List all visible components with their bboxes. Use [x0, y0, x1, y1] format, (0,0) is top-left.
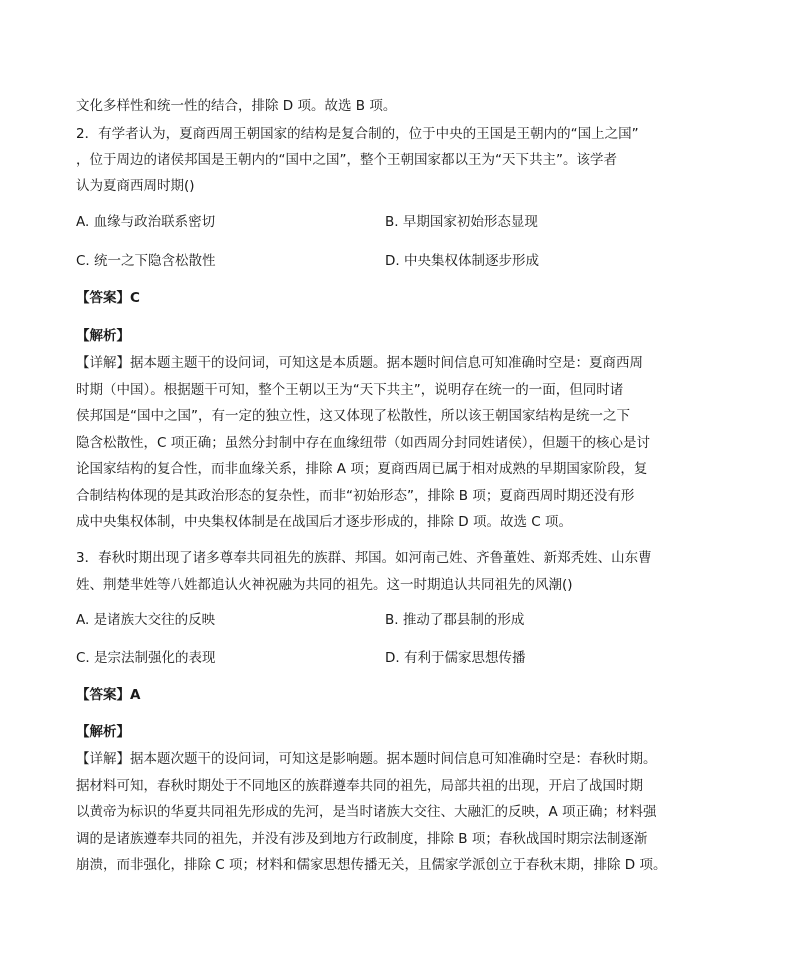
q3-option-b: B. 推动了郡县制的形成 — [385, 612, 525, 628]
q2-analysis-line-6: 合制结构体现的是其政治形态的复杂性，而非“初始形态”，排除 B 项；夏商西周时期还没有形 — [76, 487, 635, 504]
q3-option-c: C. 是宗法制强化的表现 — [76, 650, 216, 666]
q3-analysis-line-4: 调的是诸族遵奉共同的祖先，并没有涉及到地方行政制度，排除 B 项；春秋战国时期宗法制逐渐 — [76, 830, 648, 847]
q3-analysis-line-2: 据材料可知，春秋时期处于不同地区的族群遵奉共同的祖先，局部共祖的出现，开启了战国时期 — [76, 777, 643, 794]
q2-analysis-line-4: 隐含松散性，C 项正确；虽然分封制中存在血缘纽带（如西周分封同姓诸侯），但题干的核心是讨 — [76, 434, 650, 451]
q2-analysis — [76, 350, 676, 536]
intro-line: 文化多样性和统一性的结合，排除 D 项。故选 B 项。 — [76, 98, 397, 114]
question-3-line-2: 姓、荆楚芈姓等八姓都追认火神祝融为共同的祖先。这一时期追认共同祖先的风潮() — [76, 576, 573, 593]
q2-analysis-title: 【解析】 — [76, 328, 130, 344]
question-2-line-2: ，位于周边的诸侯邦国是王朝内的“国中之国”，整个王朝国家都以王为“天下共主”。该学者 — [76, 152, 617, 168]
q3-analysis-line-3: 以黄帝为标识的华夏共同祖先形成的先河，是当时诸族大交往、大融汇的反映，A 项正确；材料强 — [76, 804, 657, 820]
q2-analysis-line-7: 成中央集权体制，中央集权体制是在战国后才逐步形成的，排除 D 项。故选 C 项。 — [76, 514, 572, 530]
question-2-line-1: 2．有学者认为，夏商西周王朝国家的结构是复合制的，位于中央的王国是王朝内的“国上之国” — [76, 126, 639, 142]
q2-option-b: B. 早期国家初始形态显现 — [385, 214, 538, 230]
q3-analysis-line-5: 崩溃，而非强化，排除 C 项；材料和儒家思想传播无关，且儒家学派创立于春秋末期，排除 D 项。 — [76, 857, 667, 873]
q2-analysis-line-3: 侯邦国是“国中之国”，有一定的独立性，这又体现了松散性，所以该王朝国家结构是统一之下 — [76, 408, 630, 424]
q3-option-d: D. 有利于儒家思想传播 — [385, 650, 526, 666]
q3-option-a: A. 是诸族大交往的反映 — [76, 612, 216, 628]
q3-answer: 【答案】A — [76, 687, 141, 703]
question-2-line-3: 认为夏商西周时期() — [76, 178, 195, 194]
q2-answer: 【答案】C — [76, 290, 140, 306]
q2-option-a: A. 血缘与政治联系密切 — [76, 214, 216, 230]
q2-analysis-line-1: 【详解】据本题主题干的设问词，可知这是本质题。据本题时间信息可知准确时空是：夏商西周 — [76, 355, 643, 371]
question-3-stem — [76, 545, 676, 598]
q2-analysis-line-5: 论国家结构的复合性，而非血缘关系，排除 A 项；夏商西周已属于相对成熟的早期国家阶段，复 — [76, 461, 648, 477]
q3-analysis-title: 【解析】 — [76, 724, 130, 740]
q2-option-c: C. 统一之下隐含松散性 — [76, 253, 216, 269]
question-2-stem — [76, 121, 676, 199]
question-3-line-1: 3．春秋时期出现了诸多尊奉共同祖先的族群、邦国。如河南己姓、齐鲁董姓、新郑秃姓、山东曹 — [76, 550, 652, 566]
q2-analysis-line-2: 时期（中国）。根据题干可知，整个王朝以王为“天下共主”，说明存在统一的一面，但同时诸 — [76, 381, 624, 398]
q3-analysis-line-1: 【详解】据本题次题干的设问词，可知这是影响题。据本题时间信息可知准确时空是：春秋时期。 — [76, 751, 657, 767]
q2-option-d: D. 中央集权体制逐步形成 — [385, 253, 539, 269]
q3-analysis — [76, 746, 676, 879]
